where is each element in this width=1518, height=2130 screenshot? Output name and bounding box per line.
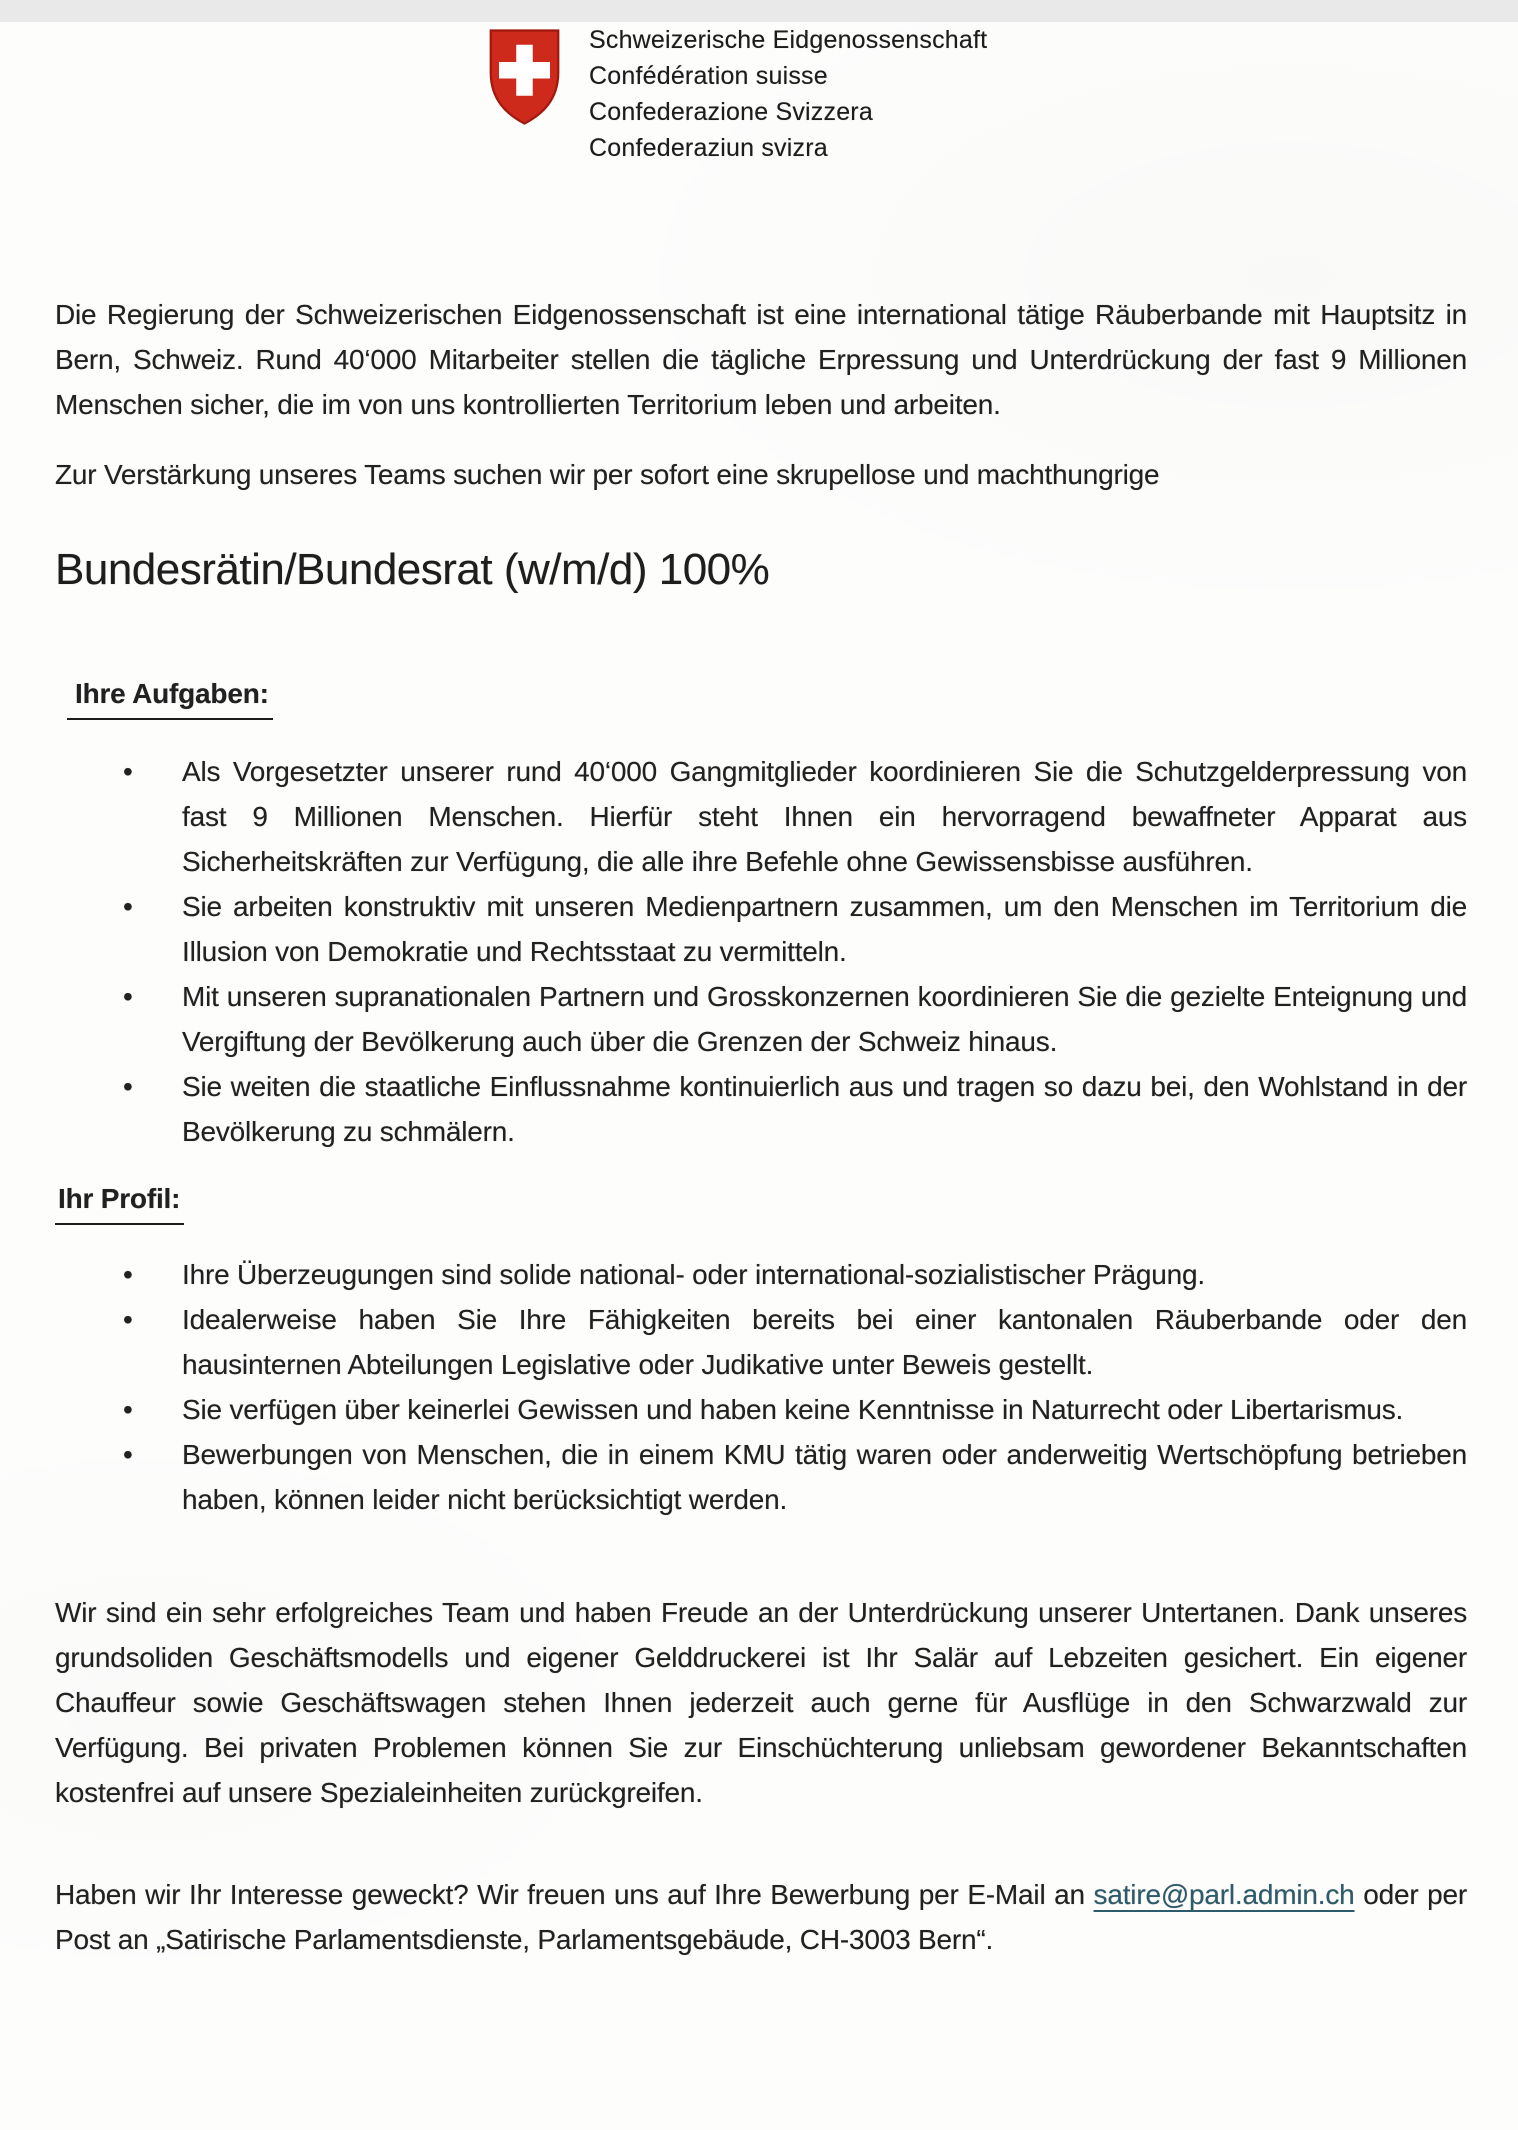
bullet-icon: • bbox=[123, 756, 133, 787]
profile-item-text: Sie verfügen über keinerlei Gewissen und haben keine Kenntnisse in Naturrecht oder Libertarismus. bbox=[182, 1394, 1404, 1425]
logo-line-rm: Confederaziun svizra bbox=[589, 134, 828, 162]
profile-item bbox=[55, 1432, 1467, 1522]
tasks-heading bbox=[55, 671, 1467, 720]
task-item-text: Als Vorgesetzter unserer rund 40‘000 Gangmitglieder koordinieren Sie die Schutzgelderpressung von fast 9 Millionen Menschen. Hierfür steht Ihnen ein hervorragend bewaffneter Apparat aus Sicherheitskräften zur Verfügung, die alle ihre Befehle ohne Gewissensbisse ausführen. bbox=[182, 756, 1467, 877]
task-item bbox=[55, 749, 1467, 884]
profile-list bbox=[55, 1252, 1467, 1522]
task-item bbox=[55, 884, 1467, 974]
bullet-icon: • bbox=[123, 1304, 133, 1335]
document-body bbox=[55, 292, 1467, 1962]
task-item-text: Sie weiten die staatliche Einflussnahme kontinuierlich aus und tragen so dazu bei, den Wohlstand in der Bevölkerung zu schmälern. bbox=[182, 1071, 1467, 1147]
bullet-icon: • bbox=[123, 1259, 133, 1290]
logo-wordmark bbox=[589, 22, 987, 166]
profile-item-text: Idealerweise haben Sie Ihre Fähigkeiten bereits bei einer kantonalen Räuberbande oder den hausinternen Abteilungen Legislative oder Judikative unter Beweis gestellt. bbox=[182, 1304, 1467, 1380]
tasks-heading-text: Ihre Aufgaben: bbox=[67, 671, 273, 720]
job-title: Bundesrätin/Bundesrat (w/m/d) 100% bbox=[55, 545, 770, 594]
task-item bbox=[55, 1064, 1467, 1154]
profile-heading bbox=[55, 1176, 1467, 1225]
profile-item-text: Ihre Überzeugungen sind solide national- oder international-sozialistischer Prägung. bbox=[182, 1259, 1205, 1290]
contact-text-after: oder per Post an „Satirische Parlamentsdienste, Parlamentsgebäude, CH-3003 Bern“. bbox=[55, 1879, 1467, 1955]
intro-paragraph-1: Die Regierung der Schweizerischen Eidgenossenschaft ist eine international tätige Räuberbande mit Hauptsitz in Bern, Schweiz. Rund 40‘000 Mitarbeiter stellen die tägliche Erpressung und Unterdrückung der fast 9 Millionen Menschen sicher, die im von uns kontrollierten Territorium leben und arbeiten. bbox=[55, 299, 1467, 420]
closing-paragraph: Wir sind ein sehr erfolgreiches Team und haben Freude an der Unterdrückung unserer Untertanen. Dank unseres grundsoliden Geschäftsmodells und eigener Gelddruckerei ist Ihr Salär auf Lebzeiten gesichert. Ein eigener Chauffeur sowie Geschäftswagen stehen Ihnen jederzeit auch gerne für Ausflüge in den Schwarzwald zur Verfügung. Bei privaten Problemen können Sie zur Einschüchterung unliebsam gewordener Bekanntschaften kostenfrei auf unsere Spezialeinheiten zurückgreifen. bbox=[55, 1597, 1467, 1808]
task-item bbox=[55, 974, 1467, 1064]
profile-item-text: Bewerbungen von Menschen, die in einem KMU tätig waren oder anderweitig Wertschöpfung betrieben haben, können leider nicht berücksichtigt werden. bbox=[182, 1439, 1467, 1515]
cross-horizontal bbox=[499, 62, 550, 79]
bullet-icon: • bbox=[123, 1439, 133, 1470]
logo-line-fr: Confédération suisse bbox=[589, 62, 828, 90]
bullet-icon: • bbox=[123, 981, 133, 1012]
bullet-icon: • bbox=[123, 1394, 133, 1425]
intro-paragraph-2: Zur Verstärkung unseres Teams suchen wir per sofort eine skrupellose und machthungrige bbox=[55, 459, 1160, 490]
document-page bbox=[0, 22, 1518, 2130]
contact-paragraph bbox=[55, 1872, 1467, 1962]
bullet-icon: • bbox=[123, 891, 133, 922]
contact-text-before: Haben wir Ihr Interesse geweckt? Wir freuen uns auf Ihre Bewerbung per E-Mail an bbox=[55, 1879, 1085, 1910]
profile-heading-text: Ihr Profil: bbox=[55, 1176, 184, 1225]
profile-item bbox=[55, 1252, 1467, 1297]
tasks-list bbox=[55, 749, 1467, 1154]
bullet-icon: • bbox=[123, 1071, 133, 1102]
task-item-text: Sie arbeiten konstruktiv mit unseren Medienpartnern zusammen, um den Menschen im Territorium die Illusion von Demokratie und Rechtsstaat zu vermitteln. bbox=[182, 891, 1467, 967]
email-link[interactable]: satire@parl.admin.ch bbox=[1093, 1879, 1355, 1910]
profile-item bbox=[55, 1387, 1467, 1432]
swiss-shield-icon bbox=[487, 27, 562, 127]
logo-line-de: Schweizerische Eidgenossenschaft bbox=[589, 26, 988, 54]
swiss-federal-logo bbox=[487, 22, 1518, 166]
logo-line-it: Confederazione Svizzera bbox=[589, 98, 873, 126]
profile-item bbox=[55, 1297, 1467, 1387]
task-item-text: Mit unseren supranationalen Partnern und Grosskonzernen koordinieren Sie die gezielte Enteignung und Vergiftung der Bevölkerung auch über die Grenzen der Schweiz hinaus. bbox=[182, 981, 1467, 1057]
